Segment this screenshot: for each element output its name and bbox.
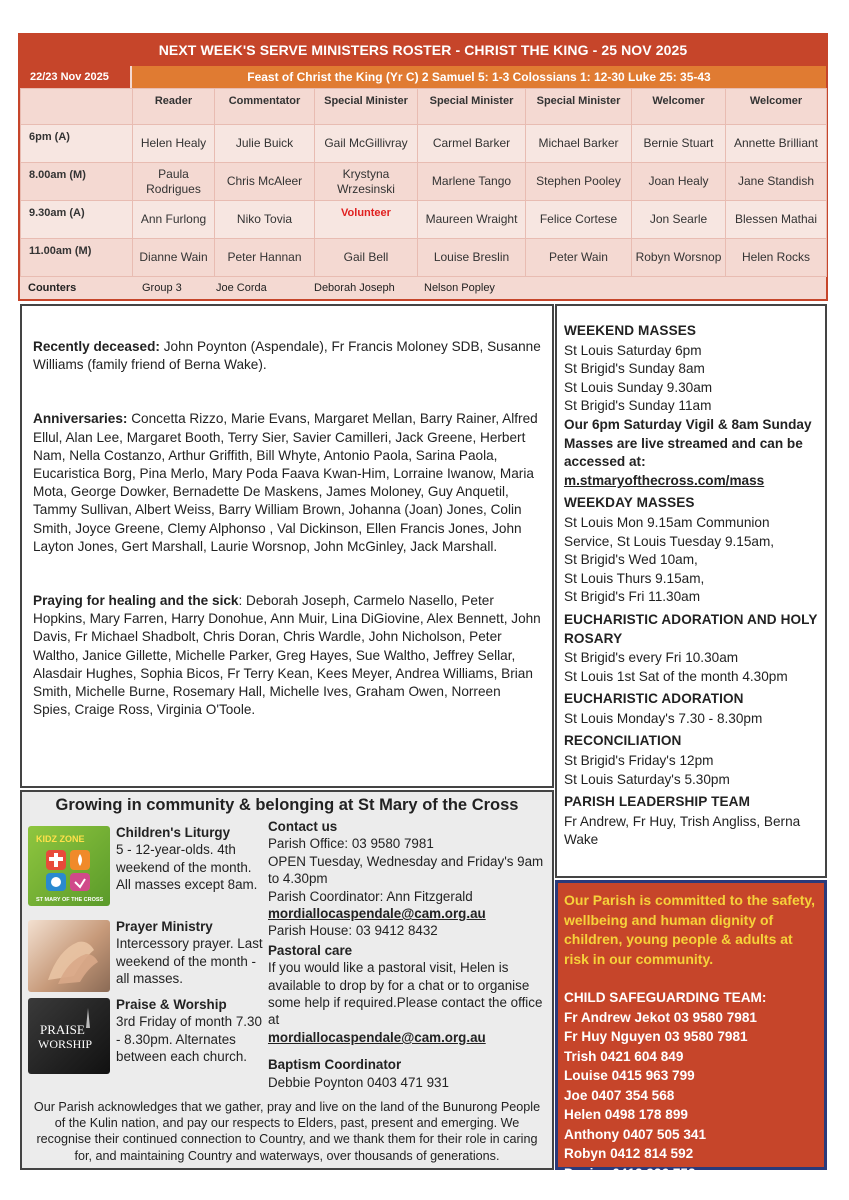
roster-grid	[20, 88, 827, 277]
roster-header: Reader	[133, 89, 215, 125]
weekday-mass: St Louis Mon 9.15am Communion Service, St Louis Tuesday 9.15am,	[564, 514, 775, 549]
roster-cell: Jon Searle	[632, 201, 726, 239]
safeguarding-commitment: Our Parish is committed to the safety, wellbeing and human dignity of children, young people & adults at risk in our community.	[564, 892, 816, 967]
baptism-title: Baptism Coordinator	[268, 1057, 402, 1073]
roster-cell: Felice Cortese	[526, 201, 632, 239]
community-box	[20, 790, 554, 1170]
safeguarding-contact: Anthony 0407 505 341	[564, 1126, 707, 1142]
ministry-text	[116, 996, 266, 1066]
adoration-rosary-time: St Brigid's every Fri 10.30am	[564, 650, 739, 666]
safeguarding-contact: Trish 0421 604 849	[564, 1048, 684, 1064]
ministry-title: Praise & Worship	[116, 997, 227, 1012]
weekday-mass: St Brigid's Wed 10am,	[564, 552, 698, 568]
anniversaries	[33, 410, 542, 556]
healing-list: : Deborah Joseph, Carmelo Nasello, Peter Hopkins, Mary Farren, Harry Donohue, Ann Muir, Lina DiGiovine, Alex Bennett, John Davis, Fr Michael Shadbolt, Chris Doran, Chris Wardle, John Nicholson, Peter Waltho, Janice Gillette, Michelle Parker, Greg Hayes, Sue Waltho, Jeffrey Sellar, Alasdair Hughes, Sophia Bicos, Fr Terry Kean, Kees Meyer, Andrea Williams, Brian Smith, Michelle Burne, Rosemary Hall, Michelle Ives, Graham Owen, Norreen Spies, Craige Ross, Virginia O'Toole.	[33, 593, 541, 718]
roster-cell: Dianne Wain	[133, 239, 215, 277]
roster-cell: Maureen Wraight	[418, 201, 526, 239]
ministry-description: 3rd Friday of month 7.30 - 8.30pm. Alternates between each church.	[116, 1014, 262, 1065]
roster-cell: Julie Buick	[215, 125, 315, 163]
counters-row	[20, 277, 826, 299]
adoration-title: EUCHARISTIC ADORATION	[564, 691, 744, 707]
counters-label: Counters	[28, 282, 77, 294]
roster-cell: Chris McAleer	[215, 163, 315, 201]
feast-readings: Feast of Christ the King (Yr C) 2 Samuel 5: 1-3 Colossians 1: 12-30 Luke 25: 35-43	[132, 66, 826, 88]
ministry-text	[116, 918, 266, 988]
office-hours: OPEN Tuesday, Wednesday and Friday's 9am to 4.30pm	[268, 853, 544, 887]
weekend-masses-title: WEEKEND MASSES	[564, 323, 697, 338]
roster-cell: Peter Hannan	[215, 239, 315, 277]
anniversaries-list: Concetta Rizzo, Marie Evans, Margaret Mellan, Barry Rainer, Alfred Ellul, Alan Lee, Margaret Booth, Terry Sier, Savier Camilleri, Jack Greene, Herbert Nam, Nella Costanzo, Arthur Griffith, Bill Whyte, Antonio Paola, Sarina Paola, Eucaristica Borg, Pina Merlo, Mary Poda Faava Kwan-Him, Lorraine Iwanow, Maria Mota, George Dowker, Bernadette De Maskens, James Moloney, Guy Anquetil, Tammy Sullivan, Albert Weiss, Barry William Brown, Johanna (Joan) Jones, Colin Smith, Joyce Greene, Clemy Alphonso , Val Dickinson, Ellen Francis Jones, John Layton Jones, Gert Marshall, Laurie Worsnop, John McGinley, Jack Marshall.	[33, 411, 538, 554]
praying-hands-icon	[28, 920, 110, 992]
ministry-description: Intercessory prayer. Last weekend of the month - all masses.	[116, 936, 263, 987]
ministry-praise-worship	[26, 997, 266, 1090]
praise-logo-text2: WORSHIP	[38, 1037, 93, 1051]
kidz-logo-text: KIDZ ZONE	[36, 834, 85, 844]
ministry-text	[116, 824, 266, 894]
roster-cell: Gail McGillivray	[315, 125, 418, 163]
mass-time: 9.30am (A)	[21, 201, 133, 239]
recently-deceased	[33, 338, 542, 374]
roster-cell: Jane Standish	[726, 163, 827, 201]
pastoral-care-text: If you would like a pastoral visit, Helen is available to drop by for a chat or to organise some help if required.Please contact the office at	[268, 960, 543, 1028]
roster-cell: Blessen Mathai	[726, 201, 827, 239]
roster-header: Welcomer	[726, 89, 827, 125]
weekday-mass: St Brigid's Fri 11.30am	[564, 589, 701, 605]
roster-cell: Niko Tovia	[215, 201, 315, 239]
mass-time: 11.00am (M)	[21, 239, 133, 277]
roster-title: NEXT WEEK'S SERVE MINISTERS ROSTER - CHRIST THE KING - 25 NOV 2025	[20, 35, 826, 66]
contact-column	[268, 818, 548, 1091]
mass-times-box	[555, 304, 827, 878]
praise-worship-icon	[28, 998, 110, 1074]
kidz-logo-sub: ST MARY OF THE CROSS	[36, 897, 104, 903]
praise-logo-text: PRAISE	[40, 1022, 85, 1037]
roster-header: Special Minister	[526, 89, 632, 125]
safeguarding-contact: Robyn 0412 814 592	[564, 1146, 694, 1161]
ministry-title: Prayer Ministry	[116, 919, 213, 934]
roster-cell: Michael Barker	[526, 125, 632, 163]
community-heading: Growing in community & belonging at St Mary of the Cross	[55, 796, 519, 814]
leadership-team: Fr Andrew, Fr Huy, Trish Angliss, Berna Wake	[564, 813, 801, 848]
roster-cell: Marlene Tango	[418, 163, 526, 201]
feast-row	[20, 66, 826, 88]
healing-prayers	[33, 592, 542, 719]
reconciliation-time: St Louis Saturday's 5.30pm	[564, 771, 730, 787]
counter-name: Group 3	[142, 282, 182, 294]
leadership-title: PARISH LEADERSHIP TEAM	[564, 794, 750, 810]
roster-cell: Ann Furlong	[133, 201, 215, 239]
counter-name: Nelson Popley	[424, 282, 495, 294]
adoration-rosary-time: St Louis 1st Sat of the month 4.30pm	[564, 668, 788, 684]
weekday-mass: St Louis Thurs 9.15am,	[564, 570, 705, 586]
baptism-contact: Debbie Poynton 0403 471 931	[268, 1074, 449, 1090]
weekday-masses-title: WEEKDAY MASSES	[564, 495, 695, 511]
notices-box	[20, 304, 554, 788]
weekend-mass: St Brigid's Sunday 11am	[564, 398, 712, 414]
kidz-zone-logo-icon	[28, 826, 110, 906]
roster-header: Special Minister	[418, 89, 526, 125]
deceased-list: John Poynton (Aspendale), Fr Francis Moloney SDB, Susanne Williams (family friend of Berna Wake).	[33, 339, 541, 373]
roster-row	[21, 201, 827, 239]
volunteer-cell: Volunteer	[315, 201, 418, 239]
livestream-note: Our 6pm Saturday Vigil & 8am Sunday Masses are live streamed and can be accessed at:	[564, 416, 812, 470]
roster-header: Welcomer	[632, 89, 726, 125]
safeguarding-contact: Fr Andrew Jekot 03 9580 7981	[564, 1009, 757, 1025]
safeguarding-contact: Helen 0498 178 899	[564, 1107, 688, 1122]
roster-cell: Joan Healy	[632, 163, 726, 201]
safeguarding-contact: Fr Huy Nguyen 03 9580 7981	[564, 1029, 748, 1044]
roster-header-time	[21, 89, 133, 125]
adoration-rosary-title: EUCHARISTIC ADORATION AND HOLY ROSARY	[564, 611, 818, 646]
roster-header: Commentator	[215, 89, 315, 125]
counter-name: Deborah Joseph	[314, 282, 395, 294]
healing-label: Praying for healing and the sick	[33, 593, 239, 609]
roster-cell: Peter Wain	[526, 239, 632, 277]
roster-cell: Annette Brilliant	[726, 125, 827, 163]
pastoral-care-title: Pastoral care	[268, 942, 353, 958]
roster-date: 22/23 Nov 2025	[20, 66, 132, 88]
ministries-column	[26, 822, 266, 1090]
ministry-title: Children's Liturgy	[116, 825, 231, 840]
parish-email-link[interactable]: mordiallocaspendale@cam.org.au	[268, 906, 486, 922]
reconciliation-time: St Brigid's Friday's 12pm	[564, 753, 714, 769]
roster-cell: Robyn Worsnop	[632, 239, 726, 277]
counter-name: Joe Corda	[216, 282, 267, 294]
roster-cell: Paula Rodrigues	[133, 163, 215, 201]
roster-cell: Louise Breslin	[418, 239, 526, 277]
roster-cell: Bernie Stuart	[632, 125, 726, 163]
country-acknowledgement: Our Parish acknowledges that we gather, pray and live on the land of the Bunurong People of the Kulin nation, and pay our respects to Elders, past, present and emerging. We recognise their continued connection to Country, and we thank them for their role in caring for, and maintaining Country and waterways, over thousands of generations.	[33, 1099, 541, 1163]
mass-time: 6pm (A)	[21, 125, 133, 163]
mass-time: 8.00am (M)	[21, 163, 133, 201]
roster-cell: Krystyna Wrzesinski	[315, 163, 418, 201]
safeguarding-team-title: CHILD SAFEGUARDING TEAM:	[564, 990, 767, 1005]
parish-house-phone: Parish House: 03 9412 8432	[268, 923, 438, 939]
roster-row	[21, 163, 827, 201]
ministry-description: 5 - 12-year-olds. 4th weekend of the month. All masses except 8am.	[116, 842, 258, 893]
ministry-childrens-liturgy	[26, 822, 266, 920]
safeguarding-box	[555, 880, 827, 1181]
pastoral-email-link[interactable]: mordiallocaspendale@cam.org.au	[268, 1029, 486, 1045]
safeguarding-contact: Denise 0412 926 752	[564, 1165, 696, 1181]
ministry-prayer	[26, 920, 266, 1000]
anniversaries-label: Anniversaries:	[33, 411, 128, 427]
parish-office-phone: Parish Office: 03 9580 7981	[268, 836, 434, 852]
safeguarding-contact: Louise 0415 963 799	[564, 1068, 695, 1083]
roster-header-row	[21, 89, 827, 125]
adoration-time: St Louis Monday's 7.30 - 8.30pm	[564, 710, 763, 726]
deceased-label: Recently deceased:	[33, 339, 160, 354]
weekend-mass: St Louis Sunday 9.30am	[564, 379, 713, 395]
roster-cell: Carmel Barker	[418, 125, 526, 163]
weekend-mass: St Louis Saturday 6pm	[564, 342, 702, 358]
weekend-mass: St Brigid's Sunday 8am	[564, 361, 705, 377]
contact-title: Contact us	[268, 819, 338, 834]
roster-cell: Helen Rocks	[726, 239, 827, 277]
roster-cell: Helen Healy	[133, 125, 215, 163]
roster-row	[21, 239, 827, 277]
reconciliation-title: RECONCILIATION	[564, 733, 682, 749]
safeguarding-contact: Joe 0407 354 568	[564, 1087, 675, 1103]
roster-table	[18, 33, 828, 301]
roster-cell: Gail Bell	[315, 239, 418, 277]
parish-coordinator: Parish Coordinator: Ann Fitzgerald	[268, 888, 473, 904]
roster-header: Special Minister	[315, 89, 418, 125]
livestream-link[interactable]: m.stmaryofthecross.com/mass	[564, 472, 765, 488]
roster-cell: Stephen Pooley	[526, 163, 632, 201]
roster-row	[21, 125, 827, 163]
